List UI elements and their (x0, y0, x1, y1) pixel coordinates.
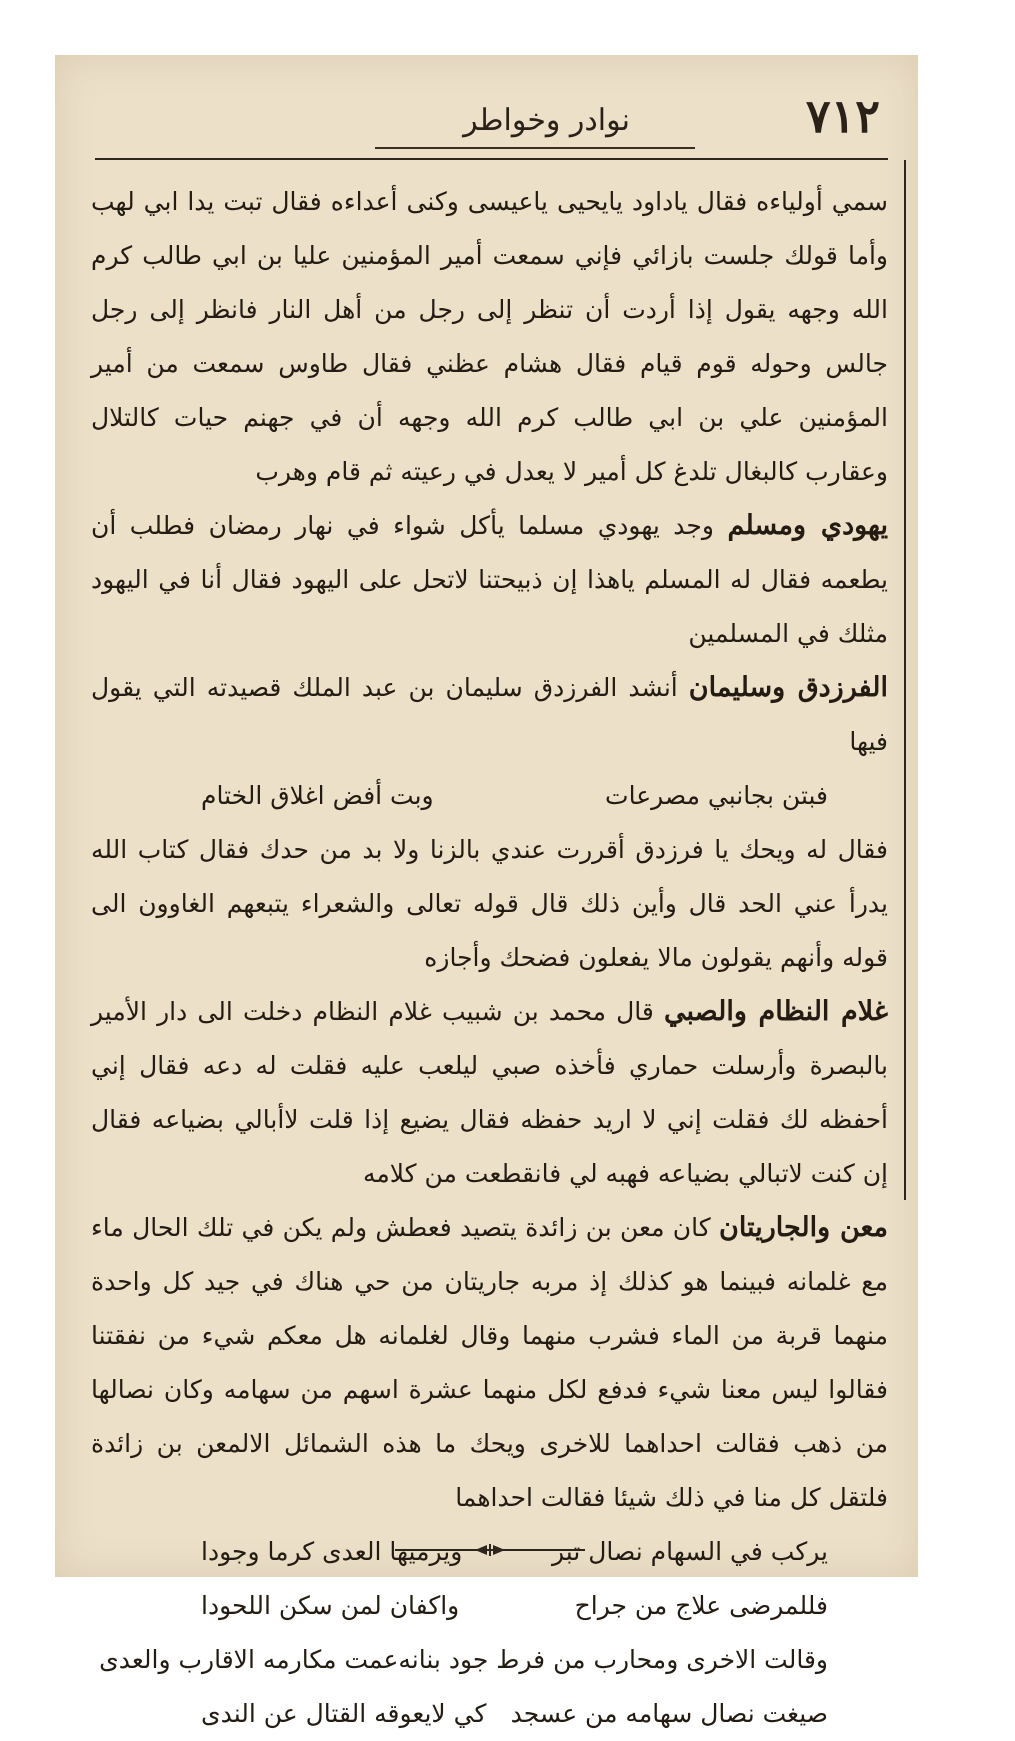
page-number: ٧١٢ (805, 89, 880, 143)
scanned-page (55, 55, 918, 1728)
paragraph-maan-girls (91, 1201, 888, 1525)
paragraph-text: قال محمد بن شبيب غلام النظام دخلت الى دار الأمير بالبصرة وأرسلت حماري فأخذه صبي ليلعب عليه فقلت له دعه فقال إني أحفظه لك فقلت إني لا اريد حفظه فقال يضيع إذا قلت لاأبالي بضياعه فقال إن كنت لاتبالي بضياعه فهبه لي فانقطعت من كلامه (91, 997, 888, 1188)
section-heading-maan: معن والجاريتان (719, 1212, 888, 1243)
verse-hemistich: فبتن بجانبي مصرعات (605, 781, 828, 810)
body-text (91, 175, 888, 1741)
verse-line (91, 769, 888, 823)
verse-hemistich: كي لايعوقه القتال عن الندى (201, 1699, 487, 1728)
paragraph-jew-and-muslim (91, 499, 888, 661)
paragraph-hisham-tawus: سمي أولياءه فقال ياداود يايحيى ياعيسى وكنى أعداءه فقال تبت يدا ابي لهب وأما قولك جلست بازائي فإني سمعت أمير المؤمنين عليا بن ابي طالب كرم الله وجهه يقول إذا أردت أن تنظر إلى رجل من أهل النار فانظر إلى رجل جالس وحوله قوم قيام فقال هشام عظني فقال طاوس سمعت من أمير المؤمنين علي بن ابي طالب كرم الله وجهه أن في جهنم حيات كالتلال وعقارب كالبغال تلدغ كل أمير لا يعدل في رعيته ثم قام وهرب (91, 187, 888, 486)
section-heading-jew-and-muslim: يهودي ومسلم (727, 510, 889, 541)
verse-line (91, 1633, 888, 1687)
paragraph-text: كان معن بن زائدة يتصيد فعطش ولم يكن في تلك الحال ماء مع غلمانه فبينما هو كذلك إذ مربه جاريتان من حي هناك في جيد كل واحدة منهما قربة من الماء فشرب منهما وقال لغلمانه هل معكم شيء من نفقتنا فقالوا ليس معنا شيء فدفع لكل منهما عشرة اسهم من سهامه وكان نصالها من ذهب فقالت احداهما للاخرى ويحك ما هذه الشمائل الالمعن بن زائدة فلتقل كل منا في ذلك شيئا فقالت احداهما (91, 1213, 888, 1512)
running-title: نوادر وخواطر (463, 103, 630, 138)
verse-hemistich: يركب في السهام نصال تبر (552, 1537, 828, 1566)
paragraph-farazdaq-and-sulayman (91, 661, 888, 769)
verse-hemistich: واكفان لمن سكن اللحودا (201, 1591, 460, 1620)
paragraph-farazdaq-reply: فقال له ويحك يا فرزدق أقررت عندي بالزنا ولا بد من حدك فقال كتاب الله يدرأ عني الحد قال وأين ذلك قال قوله تعالى والشعراء يتبعهم الغاوون الى قوله وأنهم يقولون مالا يفعلون فضحك وأجازه (91, 835, 888, 972)
verse-line (91, 1687, 888, 1741)
verse-hemistich: ويرميها العدى كرما وجودا (201, 1537, 463, 1566)
paragraph-text: وجد يهودي مسلما يأكل شواء في نهار رمضان فطلب أن يطعمه فقال له المسلم ياهذا إن ذبيحتنا لاتحل على اليهود فقال أنا في اليهود مثلك في المسلمين (91, 511, 888, 648)
section-end-ornament (395, 1543, 585, 1557)
margin-rule (904, 160, 906, 1200)
verse-hemistich: صيغت نصال سهامه من عسجد (510, 1699, 828, 1728)
title-underline (375, 147, 695, 149)
verse-line (91, 1579, 888, 1633)
section-heading-farazdaq: الفرزدق وسليمان (688, 672, 888, 703)
verse-hemistich: وبت أفض اغلاق الختام (201, 781, 434, 810)
verse-hemistich: عمت مكارمه الاقارب والعدى (99, 1645, 399, 1674)
header-rule (95, 158, 888, 160)
section-heading-nazzam: غلام النظام والصبي (664, 996, 888, 1027)
verse-hemistich: وقالت الاخرى ومحارب من فرط جود بنانه (398, 1645, 828, 1674)
verse-hemistich: فللمرضى علاج من جراح (574, 1591, 828, 1620)
paragraph-text: أنشد الفرزدق سليمان بن عبد الملك قصيدته التي يقول فيها (91, 673, 888, 756)
paragraph-nazzam-boy (91, 985, 888, 1201)
